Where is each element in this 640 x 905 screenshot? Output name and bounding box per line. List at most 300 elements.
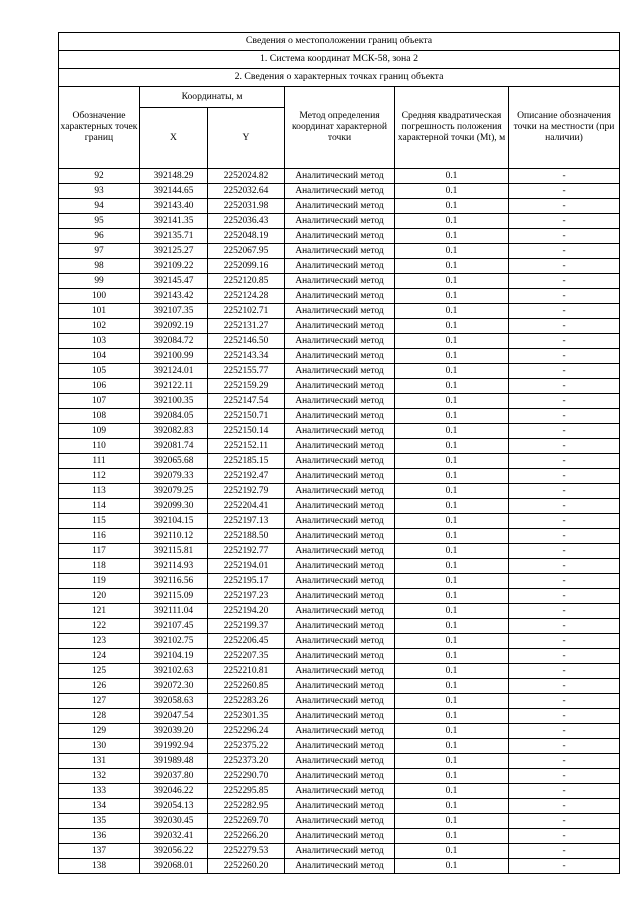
cell-y: 2252206.45 xyxy=(208,634,285,649)
cell-x: 392030.45 xyxy=(140,814,208,829)
header-description: Описание обозначения точки на местности (при наличии) xyxy=(509,87,620,169)
cell-description: - xyxy=(509,214,620,229)
cell-description: - xyxy=(509,439,620,454)
cell-description: - xyxy=(509,424,620,439)
header-y: Y xyxy=(208,108,285,169)
cell-x: 392116.56 xyxy=(140,574,208,589)
cell-method: Аналитический метод xyxy=(285,199,395,214)
cell-x: 392102.75 xyxy=(140,634,208,649)
table-row xyxy=(59,619,620,634)
cell-x: 392143.42 xyxy=(140,289,208,304)
cell-error: 0.1 xyxy=(395,274,509,289)
cell-method: Аналитический метод xyxy=(285,184,395,199)
cell-error: 0.1 xyxy=(395,424,509,439)
cell-y: 2252195.17 xyxy=(208,574,285,589)
cell-description: - xyxy=(509,649,620,664)
cell-y: 2252185.15 xyxy=(208,454,285,469)
cell-x: 392109.22 xyxy=(140,259,208,274)
cell-description: - xyxy=(509,679,620,694)
cell-x: 392084.72 xyxy=(140,334,208,349)
table-row xyxy=(59,484,620,499)
cell-description: - xyxy=(509,319,620,334)
cell-point: 115 xyxy=(59,514,140,529)
cell-x: 392104.19 xyxy=(140,649,208,664)
cell-error: 0.1 xyxy=(395,739,509,754)
cell-description: - xyxy=(509,334,620,349)
table-row xyxy=(59,169,620,184)
cell-method: Аналитический метод xyxy=(285,169,395,184)
cell-error: 0.1 xyxy=(395,334,509,349)
cell-point: 102 xyxy=(59,319,140,334)
table-row xyxy=(59,649,620,664)
cell-point: 103 xyxy=(59,334,140,349)
table-row xyxy=(59,469,620,484)
cell-error: 0.1 xyxy=(395,229,509,244)
cell-method: Аналитический метод xyxy=(285,634,395,649)
cell-point: 124 xyxy=(59,649,140,664)
table-row xyxy=(59,559,620,574)
cell-point: 128 xyxy=(59,709,140,724)
cell-method: Аналитический метод xyxy=(285,364,395,379)
cell-error: 0.1 xyxy=(395,394,509,409)
cell-y: 2252036.43 xyxy=(208,214,285,229)
cell-method: Аналитический метод xyxy=(285,469,395,484)
cell-description: - xyxy=(509,544,620,559)
cell-x: 392082.83 xyxy=(140,424,208,439)
cell-description: - xyxy=(509,409,620,424)
cell-point: 119 xyxy=(59,574,140,589)
cell-x: 392039.20 xyxy=(140,724,208,739)
cell-method: Аналитический метод xyxy=(285,379,395,394)
cell-description: - xyxy=(509,574,620,589)
cell-x: 392104.15 xyxy=(140,514,208,529)
cell-error: 0.1 xyxy=(395,559,509,574)
cell-point: 113 xyxy=(59,484,140,499)
cell-error: 0.1 xyxy=(395,679,509,694)
cell-point: 98 xyxy=(59,259,140,274)
document-title: Сведения о местоположении границ объекта xyxy=(59,33,620,51)
cell-error: 0.1 xyxy=(395,499,509,514)
cell-description: - xyxy=(509,754,620,769)
cell-x: 392056.22 xyxy=(140,844,208,859)
cell-point: 134 xyxy=(59,799,140,814)
cell-method: Аналитический метод xyxy=(285,544,395,559)
cell-x: 392072.30 xyxy=(140,679,208,694)
cell-method: Аналитический метод xyxy=(285,214,395,229)
cell-x: 392110.12 xyxy=(140,529,208,544)
cell-error: 0.1 xyxy=(395,439,509,454)
cell-x: 392099.30 xyxy=(140,499,208,514)
cell-point: 99 xyxy=(59,274,140,289)
table-row xyxy=(59,289,620,304)
cell-point: 107 xyxy=(59,394,140,409)
cell-point: 137 xyxy=(59,844,140,859)
cell-y: 2252048.19 xyxy=(208,229,285,244)
cell-y: 2252150.14 xyxy=(208,424,285,439)
cell-y: 2252269.70 xyxy=(208,814,285,829)
cell-x: 392125.27 xyxy=(140,244,208,259)
cell-description: - xyxy=(509,379,620,394)
cell-point: 109 xyxy=(59,424,140,439)
cell-x: 392141.35 xyxy=(140,214,208,229)
cell-point: 138 xyxy=(59,859,140,874)
cell-x: 392079.33 xyxy=(140,469,208,484)
table-row xyxy=(59,514,620,529)
cell-y: 2252260.85 xyxy=(208,679,285,694)
cell-error: 0.1 xyxy=(395,814,509,829)
cell-description: - xyxy=(509,739,620,754)
cell-y: 2252282.95 xyxy=(208,799,285,814)
cell-x: 392102.63 xyxy=(140,664,208,679)
cell-point: 122 xyxy=(59,619,140,634)
cell-x: 392065.68 xyxy=(140,454,208,469)
cell-error: 0.1 xyxy=(395,664,509,679)
cell-error: 0.1 xyxy=(395,364,509,379)
table-row xyxy=(59,364,620,379)
cell-point: 133 xyxy=(59,784,140,799)
cell-description: - xyxy=(509,709,620,724)
cell-method: Аналитический метод xyxy=(285,424,395,439)
cell-method: Аналитический метод xyxy=(285,574,395,589)
cell-method: Аналитический метод xyxy=(285,319,395,334)
table-row xyxy=(59,409,620,424)
cell-y: 2252192.77 xyxy=(208,544,285,559)
cell-description: - xyxy=(509,799,620,814)
cell-description: - xyxy=(509,589,620,604)
cell-description: - xyxy=(509,469,620,484)
cell-method: Аналитический метод xyxy=(285,724,395,739)
table-row xyxy=(59,739,620,754)
table-row xyxy=(59,199,620,214)
cell-error: 0.1 xyxy=(395,784,509,799)
cell-x: 392100.99 xyxy=(140,349,208,364)
cell-method: Аналитический метод xyxy=(285,334,395,349)
cell-description: - xyxy=(509,244,620,259)
cell-x: 392107.35 xyxy=(140,304,208,319)
cell-point: 112 xyxy=(59,469,140,484)
cell-point: 101 xyxy=(59,304,140,319)
cell-x: 392092.19 xyxy=(140,319,208,334)
table-row xyxy=(59,694,620,709)
cell-x: 392135.71 xyxy=(140,229,208,244)
cell-y: 2252260.20 xyxy=(208,859,285,874)
cell-description: - xyxy=(509,229,620,244)
table-row xyxy=(59,709,620,724)
cell-description: - xyxy=(509,169,620,184)
cell-y: 2252204.41 xyxy=(208,499,285,514)
cell-y: 2252194.20 xyxy=(208,604,285,619)
cell-method: Аналитический метод xyxy=(285,244,395,259)
table-row xyxy=(59,814,620,829)
table-row xyxy=(59,604,620,619)
cell-error: 0.1 xyxy=(395,244,509,259)
cell-method: Аналитический метод xyxy=(285,679,395,694)
cell-error: 0.1 xyxy=(395,514,509,529)
cell-description: - xyxy=(509,349,620,364)
cell-y: 2252067.95 xyxy=(208,244,285,259)
cell-error: 0.1 xyxy=(395,604,509,619)
cell-method: Аналитический метод xyxy=(285,739,395,754)
cell-y: 2252194.01 xyxy=(208,559,285,574)
cell-description: - xyxy=(509,274,620,289)
cell-error: 0.1 xyxy=(395,289,509,304)
cell-point: 116 xyxy=(59,529,140,544)
cell-point: 121 xyxy=(59,604,140,619)
table-row xyxy=(59,214,620,229)
cell-error: 0.1 xyxy=(395,769,509,784)
table-row xyxy=(59,424,620,439)
cell-point: 117 xyxy=(59,544,140,559)
table-row xyxy=(59,724,620,739)
table-row xyxy=(59,319,620,334)
table-row xyxy=(59,544,620,559)
cell-method: Аналитический метод xyxy=(285,649,395,664)
cell-error: 0.1 xyxy=(395,634,509,649)
cell-description: - xyxy=(509,859,620,874)
cell-method: Аналитический метод xyxy=(285,439,395,454)
cell-y: 2252124.28 xyxy=(208,289,285,304)
cell-y: 2252192.79 xyxy=(208,484,285,499)
cell-point: 94 xyxy=(59,199,140,214)
cell-method: Аналитический метод xyxy=(285,859,395,874)
cell-method: Аналитический метод xyxy=(285,259,395,274)
cell-description: - xyxy=(509,634,620,649)
cell-x: 392145.47 xyxy=(140,274,208,289)
cell-error: 0.1 xyxy=(395,799,509,814)
cell-method: Аналитический метод xyxy=(285,754,395,769)
cell-point: 131 xyxy=(59,754,140,769)
cell-x: 392100.35 xyxy=(140,394,208,409)
header-x: X xyxy=(140,108,208,169)
cell-error: 0.1 xyxy=(395,859,509,874)
cell-point: 110 xyxy=(59,439,140,454)
cell-y: 2252199.37 xyxy=(208,619,285,634)
cell-method: Аналитический метод xyxy=(285,769,395,784)
cell-x: 392037.80 xyxy=(140,769,208,784)
table-row xyxy=(59,334,620,349)
cell-y: 2252031.98 xyxy=(208,199,285,214)
cell-x: 391992.94 xyxy=(140,739,208,754)
cell-x: 392144.65 xyxy=(140,184,208,199)
cell-error: 0.1 xyxy=(395,754,509,769)
cell-point: 111 xyxy=(59,454,140,469)
table-row xyxy=(59,634,620,649)
cell-method: Аналитический метод xyxy=(285,349,395,364)
cell-point: 97 xyxy=(59,244,140,259)
cell-x: 392047.54 xyxy=(140,709,208,724)
table-row xyxy=(59,379,620,394)
cell-description: - xyxy=(509,784,620,799)
cell-method: Аналитический метод xyxy=(285,229,395,244)
cell-point: 135 xyxy=(59,814,140,829)
cell-method: Аналитический метод xyxy=(285,784,395,799)
cell-y: 2252152.11 xyxy=(208,439,285,454)
cell-method: Аналитический метод xyxy=(285,409,395,424)
cell-description: - xyxy=(509,499,620,514)
cell-description: - xyxy=(509,199,620,214)
cell-method: Аналитический метод xyxy=(285,529,395,544)
table-row xyxy=(59,184,620,199)
cell-y: 2252283.26 xyxy=(208,694,285,709)
cell-x: 392114.93 xyxy=(140,559,208,574)
cell-description: - xyxy=(509,259,620,274)
cell-point: 96 xyxy=(59,229,140,244)
cell-point: 125 xyxy=(59,664,140,679)
table-row xyxy=(59,454,620,469)
cell-method: Аналитический метод xyxy=(285,589,395,604)
cell-description: - xyxy=(509,484,620,499)
cell-description: - xyxy=(509,394,620,409)
cell-y: 2252131.27 xyxy=(208,319,285,334)
cell-description: - xyxy=(509,454,620,469)
cell-description: - xyxy=(509,364,620,379)
cell-method: Аналитический метод xyxy=(285,514,395,529)
cell-y: 2252120.85 xyxy=(208,274,285,289)
cell-method: Аналитический метод xyxy=(285,829,395,844)
header-error: Средняя квадратическая погрешность положения характерной точки (Mt), м xyxy=(395,87,509,169)
cell-x: 392122.11 xyxy=(140,379,208,394)
cell-y: 2252143.34 xyxy=(208,349,285,364)
cell-point: 104 xyxy=(59,349,140,364)
cell-error: 0.1 xyxy=(395,484,509,499)
cell-y: 2252099.16 xyxy=(208,259,285,274)
cell-x: 392111.04 xyxy=(140,604,208,619)
cell-error: 0.1 xyxy=(395,214,509,229)
cell-error: 0.1 xyxy=(395,544,509,559)
cell-x: 392058.63 xyxy=(140,694,208,709)
cell-description: - xyxy=(509,829,620,844)
cell-y: 2252155.77 xyxy=(208,364,285,379)
cell-y: 2252150.71 xyxy=(208,409,285,424)
cell-point: 126 xyxy=(59,679,140,694)
cell-description: - xyxy=(509,559,620,574)
table-body xyxy=(59,169,620,874)
table-row xyxy=(59,349,620,364)
cell-method: Аналитический метод xyxy=(285,664,395,679)
cell-error: 0.1 xyxy=(395,349,509,364)
cell-error: 0.1 xyxy=(395,619,509,634)
cell-method: Аналитический метод xyxy=(285,559,395,574)
cell-point: 132 xyxy=(59,769,140,784)
table-row xyxy=(59,439,620,454)
cell-error: 0.1 xyxy=(395,409,509,424)
cell-description: - xyxy=(509,694,620,709)
cell-error: 0.1 xyxy=(395,259,509,274)
cell-point: 118 xyxy=(59,559,140,574)
cell-y: 2252146.50 xyxy=(208,334,285,349)
cell-description: - xyxy=(509,844,620,859)
cell-point: 130 xyxy=(59,739,140,754)
cell-point: 120 xyxy=(59,589,140,604)
cell-description: - xyxy=(509,514,620,529)
cell-y: 2252279.53 xyxy=(208,844,285,859)
cell-description: - xyxy=(509,604,620,619)
cell-error: 0.1 xyxy=(395,709,509,724)
cell-x: 392107.45 xyxy=(140,619,208,634)
table-row xyxy=(59,499,620,514)
table-row xyxy=(59,769,620,784)
cell-y: 2252210.81 xyxy=(208,664,285,679)
cell-error: 0.1 xyxy=(395,169,509,184)
cell-y: 2252188.50 xyxy=(208,529,285,544)
cell-description: - xyxy=(509,289,620,304)
cell-point: 136 xyxy=(59,829,140,844)
cell-method: Аналитический метод xyxy=(285,814,395,829)
header-coordinates: Координаты, м xyxy=(140,87,285,108)
cell-description: - xyxy=(509,769,620,784)
cell-error: 0.1 xyxy=(395,184,509,199)
cell-y: 2252032.64 xyxy=(208,184,285,199)
cell-x: 392068.01 xyxy=(140,859,208,874)
cell-method: Аналитический метод xyxy=(285,844,395,859)
cell-method: Аналитический метод xyxy=(285,799,395,814)
table-row xyxy=(59,259,620,274)
table-row xyxy=(59,529,620,544)
cell-method: Аналитический метод xyxy=(285,274,395,289)
cell-y: 2252290.70 xyxy=(208,769,285,784)
cell-method: Аналитический метод xyxy=(285,709,395,724)
cell-error: 0.1 xyxy=(395,649,509,664)
table-row xyxy=(59,394,620,409)
cell-y: 2252102.71 xyxy=(208,304,285,319)
cell-point: 108 xyxy=(59,409,140,424)
cell-error: 0.1 xyxy=(395,844,509,859)
cell-description: - xyxy=(509,724,620,739)
cell-y: 2252197.23 xyxy=(208,589,285,604)
cell-description: - xyxy=(509,664,620,679)
cell-y: 2252266.20 xyxy=(208,829,285,844)
cell-description: - xyxy=(509,304,620,319)
cell-description: - xyxy=(509,619,620,634)
cell-point: 114 xyxy=(59,499,140,514)
cell-error: 0.1 xyxy=(395,379,509,394)
cell-error: 0.1 xyxy=(395,724,509,739)
cell-y: 2252295.85 xyxy=(208,784,285,799)
boundary-points-table xyxy=(58,32,620,874)
cell-point: 127 xyxy=(59,694,140,709)
cell-method: Аналитический метод xyxy=(285,619,395,634)
cell-x: 391989.48 xyxy=(140,754,208,769)
cell-x: 392148.29 xyxy=(140,169,208,184)
cell-error: 0.1 xyxy=(395,319,509,334)
table-row xyxy=(59,574,620,589)
cell-y: 2252159.29 xyxy=(208,379,285,394)
cell-y: 2252373.20 xyxy=(208,754,285,769)
cell-error: 0.1 xyxy=(395,694,509,709)
cell-x: 392046.22 xyxy=(140,784,208,799)
cell-method: Аналитический метод xyxy=(285,694,395,709)
cell-error: 0.1 xyxy=(395,454,509,469)
cell-description: - xyxy=(509,529,620,544)
cell-x: 392054.13 xyxy=(140,799,208,814)
cell-y: 2252207.35 xyxy=(208,649,285,664)
table-row xyxy=(59,844,620,859)
cell-description: - xyxy=(509,184,620,199)
table-row xyxy=(59,784,620,799)
header-point: Обозначение характерных точек границ xyxy=(59,87,140,169)
cell-method: Аналитический метод xyxy=(285,394,395,409)
table-row xyxy=(59,754,620,769)
cell-error: 0.1 xyxy=(395,199,509,214)
cell-y: 2252192.47 xyxy=(208,469,285,484)
cell-error: 0.1 xyxy=(395,529,509,544)
table-row xyxy=(59,244,620,259)
cell-point: 93 xyxy=(59,184,140,199)
table-row xyxy=(59,229,620,244)
table-row xyxy=(59,679,620,694)
cell-method: Аналитический метод xyxy=(285,604,395,619)
cell-error: 0.1 xyxy=(395,574,509,589)
